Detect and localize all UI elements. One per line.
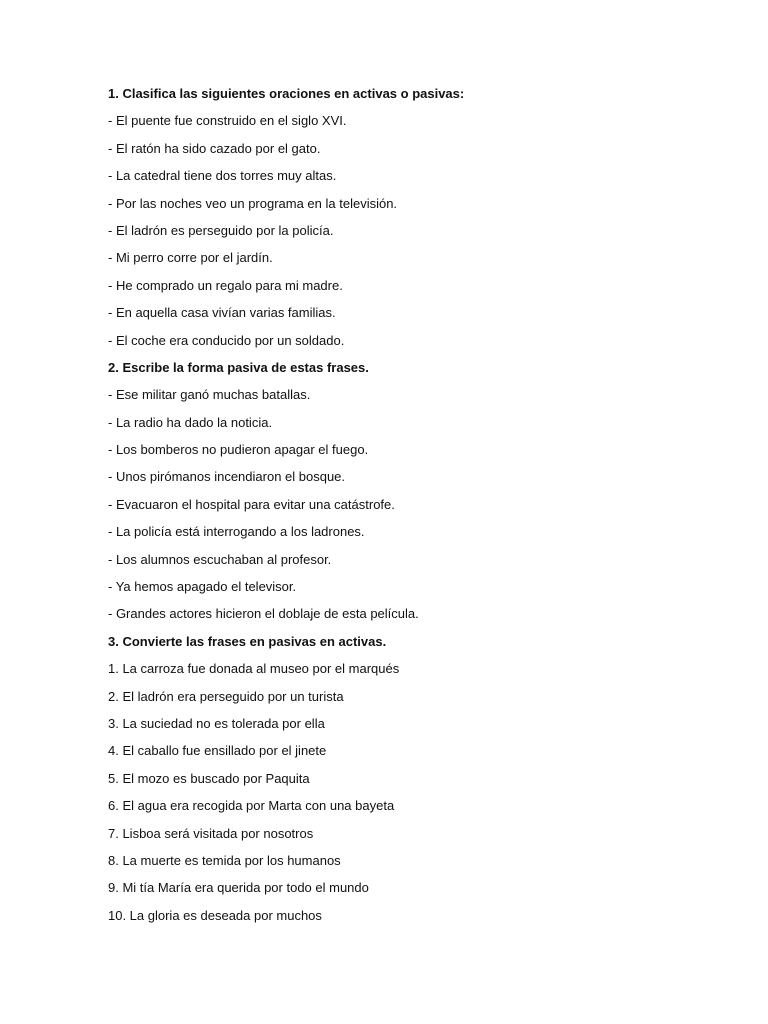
list-item: 6. El agua era recogida por Marta con una bayeta <box>108 798 395 814</box>
list-item: - Ya hemos apagado el televisor. <box>108 579 297 595</box>
list-item: - Los alumnos escuchaban al profesor. <box>108 551 332 567</box>
list-item: - El ratón ha sido cazado por el gato. <box>108 140 321 156</box>
list-item: - La policía está interrogando a los ladrones. <box>108 524 365 540</box>
list-item: 7. Lisboa será visitada por nosotros <box>108 825 314 841</box>
list-item: - Grandes actores hicieron el doblaje de esta película. <box>108 606 419 622</box>
list-item: 1. La carroza fue donada al museo por el marqués <box>108 661 400 677</box>
list-item: - El ladrón es perseguido por la policía. <box>108 222 334 238</box>
section-1-heading: 1. Clasifica las siguientes oraciones en activas o pasivas: <box>108 86 465 101</box>
list-item: 10. La gloria es deseada por muchos <box>108 907 322 923</box>
list-item: - He comprado un regalo para mi madre. <box>108 277 343 293</box>
list-item: 4. El caballo fue ensillado por el jinete <box>108 743 327 759</box>
list-item: - Ese militar ganó muchas batallas. <box>108 387 311 403</box>
section-3-heading: 3. Convierte las frases en pasivas en activas. <box>108 633 387 649</box>
list-item: - En aquella casa vivían varias familias. <box>108 305 336 321</box>
list-item: - La radio ha dado la noticia. <box>108 414 273 430</box>
list-item: 2. El ladrón era perseguido por un turista <box>108 688 344 704</box>
list-item: - Mi perro corre por el jardín. <box>108 250 273 266</box>
list-item: 3. La suciedad no es tolerada por ella <box>108 715 325 731</box>
list-item: 8. La muerte es temida por los humanos <box>108 852 341 868</box>
list-item: - La catedral tiene dos torres muy altas. <box>108 168 337 184</box>
document-page <box>108 84 728 933</box>
list-item: 5. El mozo es buscado por Paquita <box>108 770 310 786</box>
list-item: - Por las noches veo un programa en la televisión. <box>108 195 398 211</box>
list-item: - El coche era conducido por un soldado. <box>108 332 345 348</box>
list-item: - Los bomberos no pudieron apagar el fuego. <box>108 442 369 458</box>
list-item: - Unos pirómanos incendiaron el bosque. <box>108 469 346 485</box>
list-item: 9. Mi tía María era querida por todo el mundo <box>108 880 369 896</box>
list-item: - El puente fue construido en el siglo XVI. <box>108 113 347 129</box>
section-2-heading: 2. Escribe la forma pasiva de estas frases. <box>108 359 369 375</box>
list-item: - Evacuaron el hospital para evitar una catástrofe. <box>108 496 395 512</box>
